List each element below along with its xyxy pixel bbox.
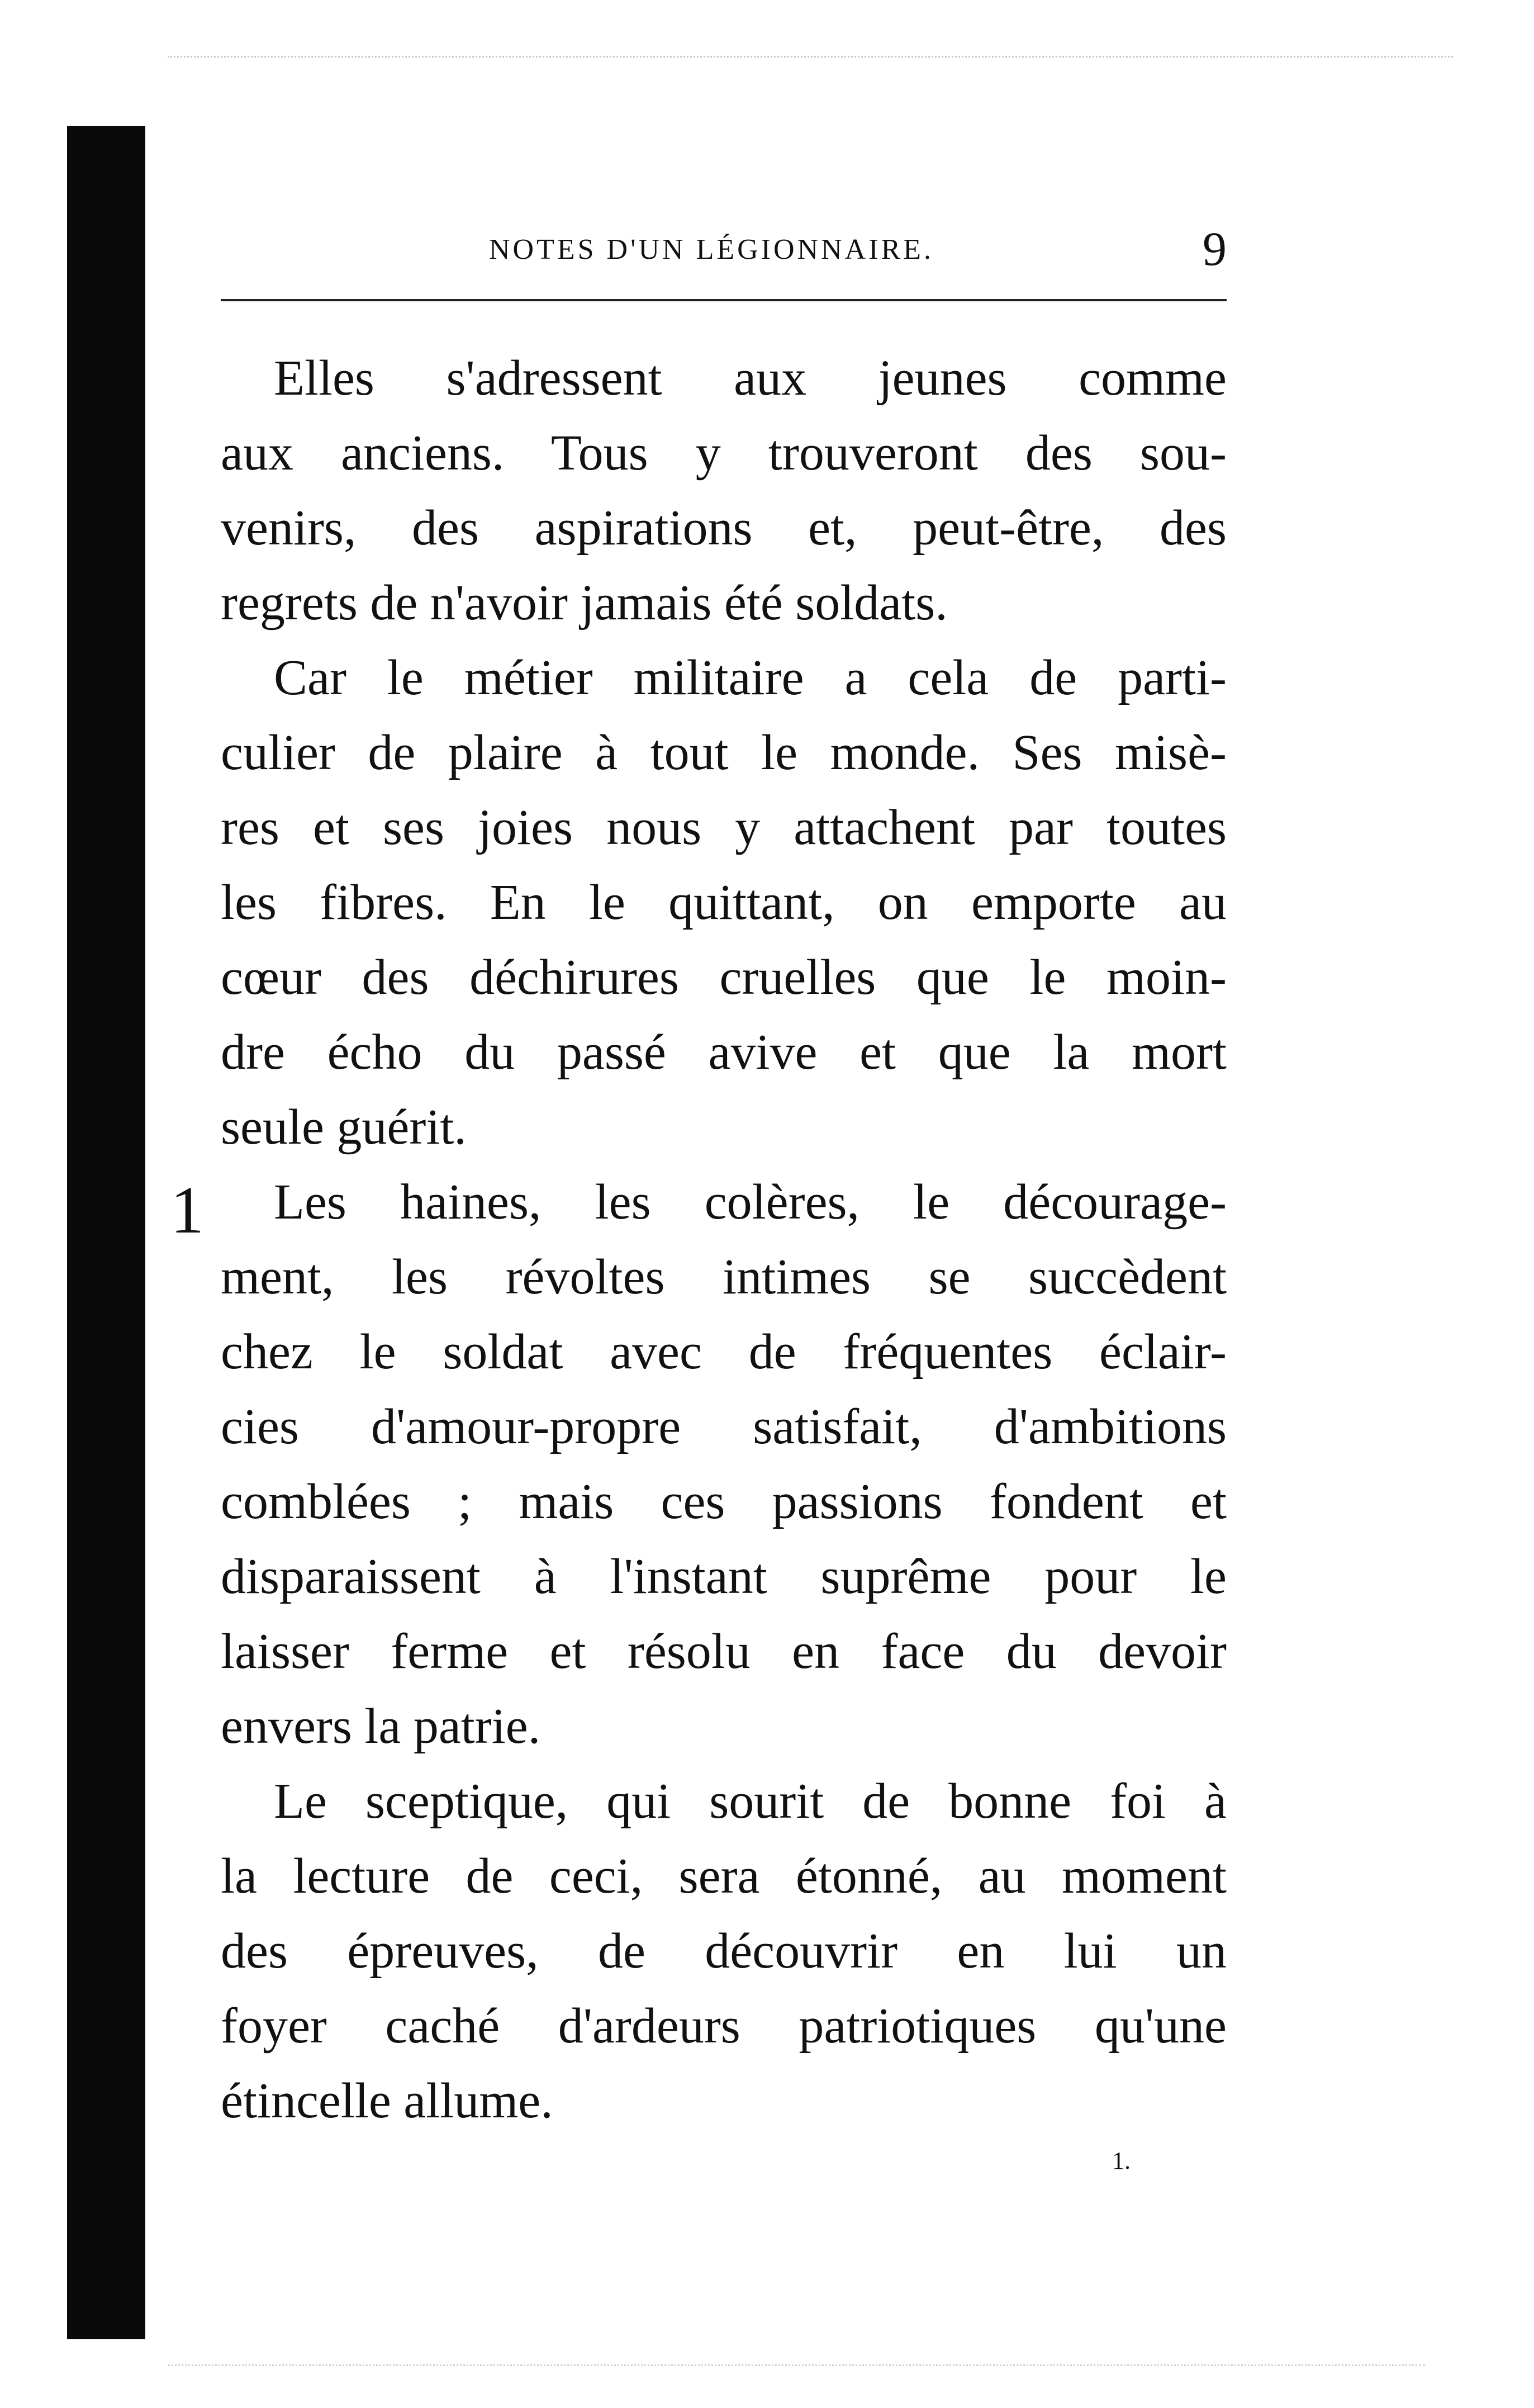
- running-title: NOTES D'UN LÉGIONNAIRE.: [489, 234, 934, 266]
- text-line: dre écho du passé avive et que la mort: [221, 1025, 1227, 1080]
- text-line: chez le soldat avec de fréquentes éclair-: [221, 1324, 1227, 1380]
- text-line: seule guérit.: [221, 1099, 467, 1155]
- text-line: comblées ; mais ces passions fondent et: [221, 1474, 1227, 1529]
- text-line: des épreuves, de découvrir en lui un: [221, 1923, 1227, 1979]
- text-line: Elles s'adressent aux jeunes comme: [274, 350, 1227, 406]
- text-line: Les haines, les colères, le découragе-: [274, 1174, 1227, 1230]
- scan-edge-top: [168, 56, 1453, 60]
- signature-mark: 1.: [1112, 2147, 1131, 2174]
- scan-edge-bottom: [168, 2364, 1425, 2368]
- page-header: [221, 221, 1227, 282]
- text-line: aux anciens. Tous y trouveront des sou-: [221, 425, 1227, 481]
- margin-annotation: 1: [170, 1173, 204, 1247]
- text-line: envers la patrie.: [221, 1699, 541, 1754]
- text-line: étincelle allume.: [221, 2073, 553, 2129]
- body-text: [221, 341, 1227, 2139]
- page-number: 9: [1203, 222, 1227, 276]
- text-line: cœur des déchirures cruelles que le moin-: [221, 950, 1227, 1005]
- text-line: cies d'amour-propre satisfait, d'ambitions: [221, 1399, 1227, 1454]
- text-line: culier de plaire à tout le monde. Ses misè-: [221, 725, 1227, 780]
- text-line: regrets de n'avoir jamais été soldats.: [221, 575, 948, 631]
- header-rule: [221, 299, 1227, 301]
- text-line: venirs, des aspirations et, peut-être, des: [221, 500, 1227, 556]
- text-line: res et ses joies nous y attachent par toutes: [221, 800, 1227, 855]
- text-line: ment, les révoltes intimes se succèdent: [221, 1249, 1227, 1305]
- text-line: foyer caché d'ardeurs patriotiques qu'une: [221, 1998, 1227, 2054]
- text-line: la lecture de ceci, sera étonné, au moment: [221, 1848, 1227, 1904]
- text-line: Car le métier militaire a cela de parti-: [274, 650, 1227, 705]
- text-line: Le sceptique, qui sourit de bonne foi à: [274, 1774, 1227, 1829]
- text-line: laisser ferme et résolu en face du devoir: [221, 1624, 1227, 1679]
- text-line: les fibres. En le quittant, on emporte au: [221, 875, 1227, 930]
- binding-shadow: [67, 126, 145, 2339]
- text-line: disparaissent à l'instant suprême pour le: [221, 1549, 1227, 1604]
